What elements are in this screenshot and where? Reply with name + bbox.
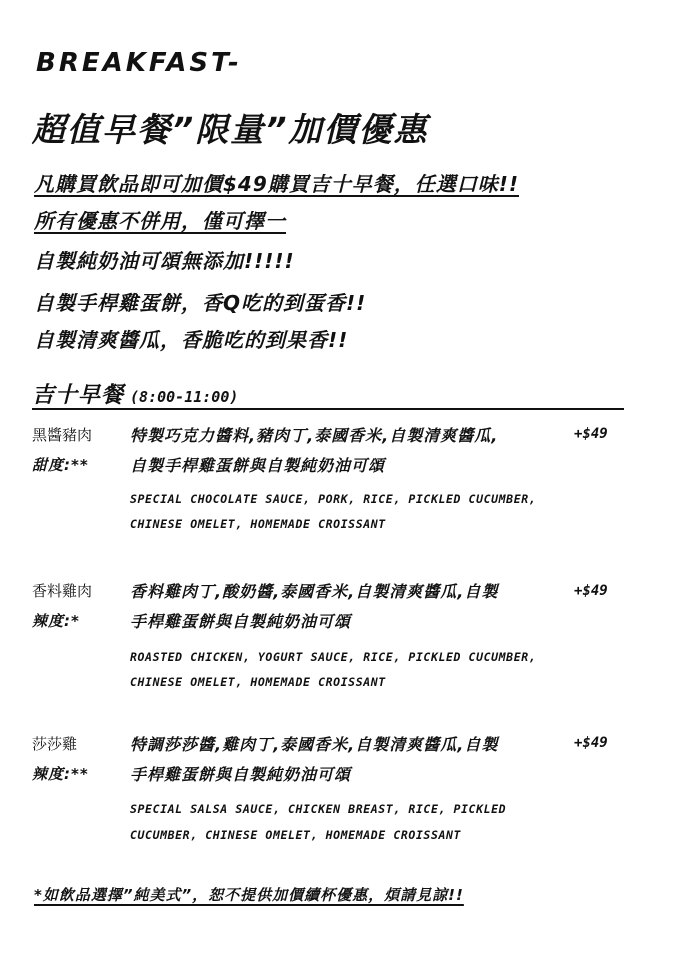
item-english-description: SPECIAL CHOCOLATE SAUCE, PORK, RICE, PICKLED CUCUMBER,	[130, 492, 537, 506]
section-title: 吉十早餐	[32, 383, 125, 408]
item-english-description-cont: CHINESE OMELET, HOMEMADE CROISSANT	[130, 517, 386, 531]
item-price: +$49	[574, 583, 608, 599]
item-description: 香料雞肉丁,酸奶醬,泰國香米,自製清爽醬瓜,自製	[130, 582, 499, 601]
item-sweetness-level: 甜度:**	[32, 456, 89, 474]
item-price: +$49	[574, 735, 608, 751]
item-english-description: SPECIAL SALSA SAUCE, CHICKEN BREAST, RICE, PICKLED	[130, 802, 507, 816]
item-english-description-cont: CUCUMBER, CHINESE OMELET, HOMEMADE CROISSANT	[130, 828, 462, 842]
item-name: 莎莎雞	[32, 735, 78, 753]
promo-line-no-combine: 所有優惠不併用，僅可擇一	[34, 209, 286, 233]
item-spice-level: 辣度:**	[32, 765, 89, 783]
item-price: +$49	[574, 426, 608, 442]
item-description-cont: 手桿雞蛋餅與自製純奶油可頌	[130, 765, 352, 784]
section-time: (8:00-11:00)	[130, 388, 239, 406]
promo-line-croissant: 自製純奶油可頌無添加!!!!!	[34, 249, 295, 273]
item-english-description-cont: CHINESE OMELET, HOMEMADE CROISSANT	[130, 675, 386, 689]
item-name: 黑醬豬肉	[32, 426, 93, 444]
promo-line-pickle: 自製清爽醬瓜，香脆吃的到果香!!	[34, 328, 349, 352]
item-english-description: ROASTED CHICKEN, YOGURT SAUCE, RICE, PICKLED CUCUMBER,	[130, 650, 537, 664]
promo-line-omelet: 自製手桿雞蛋餅，香Q吃的到蛋香!!	[34, 291, 367, 315]
menu-title: BREAKFAST-	[36, 48, 242, 78]
item-description-cont: 手桿雞蛋餅與自製純奶油可頌	[130, 612, 352, 631]
item-description-cont: 自製手桿雞蛋餅與自製純奶油可頌	[130, 456, 386, 475]
item-spice-level: 辣度:*	[32, 612, 80, 630]
promo-line-purchase: 凡購買飲品即可加價$49購買吉十早餐，任選口味!!	[34, 172, 519, 196]
footnote: *如飲品選擇”純美式”，恕不提供加價續杯優惠，煩請見諒!!	[34, 886, 464, 904]
promo-headline: 超值早餐”限量”加價優惠	[32, 110, 429, 149]
item-description: 特調莎莎醬,雞肉丁,泰國香米,自製清爽醬瓜,自製	[130, 735, 499, 754]
section-header	[32, 378, 624, 410]
item-description: 特製巧克力醬料,豬肉丁,泰國香米,自製清爽醬瓜,	[130, 426, 499, 445]
item-name: 香料雞肉	[32, 582, 93, 600]
